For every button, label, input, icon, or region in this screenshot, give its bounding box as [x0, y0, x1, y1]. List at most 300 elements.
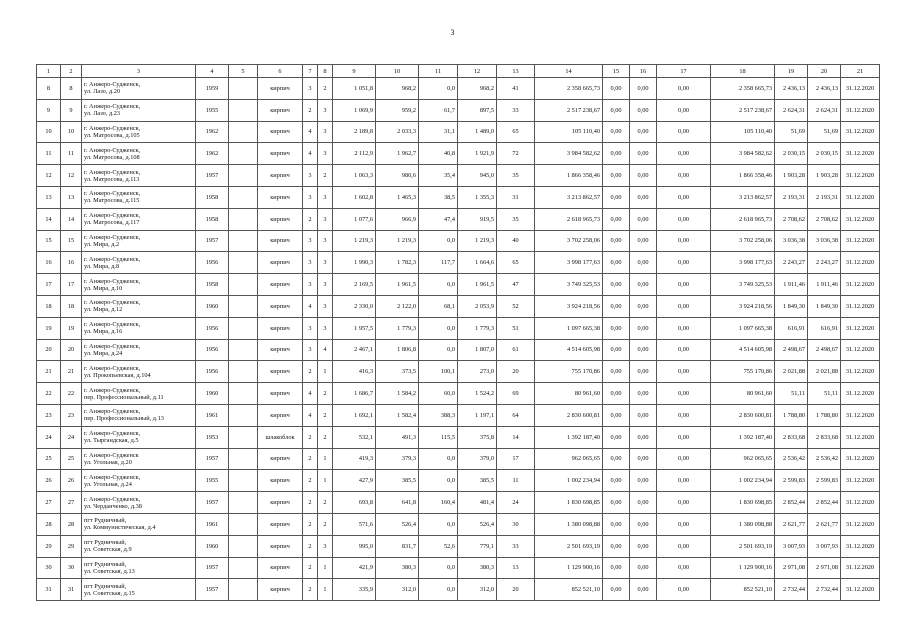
house-number: 27 [61, 492, 82, 514]
total-area: 1 069,9 [333, 99, 376, 121]
cost-15: 0,00 [603, 426, 630, 448]
cost-16: 0,00 [630, 99, 657, 121]
col5-value [229, 513, 258, 535]
column-number-18: 18 [711, 65, 775, 78]
address-line-1: г. Анжеро-Судженск [84, 451, 139, 459]
address-line-1: г. Анжеро-Судженск, [84, 81, 141, 89]
address-line-2: ул. Лазо, д.23 [84, 110, 121, 118]
cost-16: 0,00 [630, 317, 657, 339]
col5-value [229, 361, 258, 383]
column-number-10: 10 [376, 65, 419, 78]
completion-date: 31.12.2020 [841, 143, 880, 165]
living-area: 491,3 [376, 426, 419, 448]
residents: 33 [497, 99, 535, 121]
floors: 3 [303, 165, 318, 187]
cost-per-m2: 1 903,28 [775, 165, 808, 187]
cost-16: 0,00 [630, 448, 657, 470]
entrances: 1 [318, 448, 333, 470]
house-number: 16 [61, 252, 82, 274]
build-year: 1957 [196, 448, 229, 470]
total-cost: 4 514 605,98 [535, 339, 603, 361]
residents: 17 [497, 448, 535, 470]
cost-18: 3 998 177,63 [711, 252, 775, 274]
total-cost: 3 213 862,57 [535, 186, 603, 208]
address [82, 404, 196, 426]
row-number: 26 [37, 470, 61, 492]
living-area: 385,5 [376, 470, 419, 492]
wall-material: кирпич [258, 317, 303, 339]
area-12: 1 219,3 [458, 230, 497, 252]
total-cost: 105 110,40 [535, 121, 603, 143]
max-cost-per-m2: 1 849,30 [808, 295, 841, 317]
wall-material: кирпич [258, 513, 303, 535]
col5-value [229, 208, 258, 230]
cost-18: 1 392 187,40 [711, 426, 775, 448]
total-area: 1 219,3 [333, 230, 376, 252]
address-line-2: ул. Мира, д.10 [84, 284, 123, 292]
cost-15: 0,00 [603, 535, 630, 557]
total-area: 1 990,3 [333, 252, 376, 274]
address [82, 383, 196, 405]
address-line-1: г. Анжеро-Судженск, [84, 430, 141, 438]
cost-15: 0,00 [603, 295, 630, 317]
build-year: 1956 [196, 252, 229, 274]
floors: 3 [303, 78, 318, 100]
wall-material: кирпич [258, 295, 303, 317]
completion-date: 31.12.2020 [841, 404, 880, 426]
floors: 2 [303, 557, 318, 579]
cost-16: 0,00 [630, 470, 657, 492]
area-11: 40,8 [419, 143, 458, 165]
row-number: 22 [37, 383, 61, 405]
address-line-1: г. Анжеро-Судженск, [84, 190, 141, 198]
floors: 3 [303, 317, 318, 339]
row-number: 9 [37, 99, 61, 121]
col5-value [229, 317, 258, 339]
completion-date: 31.12.2020 [841, 448, 880, 470]
house-number: 26 [61, 470, 82, 492]
cost-16: 0,00 [630, 78, 657, 100]
cost-16: 0,00 [630, 383, 657, 405]
entrances: 3 [318, 99, 333, 121]
address-line-1: г. Анжеро-Судженск, [84, 364, 141, 372]
cost-18: 2 358 665,73 [711, 78, 775, 100]
cost-16: 0,00 [630, 230, 657, 252]
living-area: 968,2 [376, 78, 419, 100]
cost-18: 962 065,65 [711, 448, 775, 470]
address-line-2: ул. Мира, д.12 [84, 306, 123, 314]
area-11: 68,1 [419, 295, 458, 317]
area-11: 115,5 [419, 426, 458, 448]
area-11: 52,6 [419, 535, 458, 557]
area-12: 380,3 [458, 557, 497, 579]
address [82, 513, 196, 535]
table-row [37, 404, 880, 426]
residents: 31 [497, 186, 535, 208]
living-area: 373,5 [376, 361, 419, 383]
cost-15: 0,00 [603, 339, 630, 361]
completion-date: 31.12.2020 [841, 339, 880, 361]
cost-17: 0,00 [657, 448, 711, 470]
table-row [37, 143, 880, 165]
living-area: 1 961,5 [376, 274, 419, 296]
entrances: 3 [318, 295, 333, 317]
residents: 65 [497, 121, 535, 143]
build-year: 1957 [196, 557, 229, 579]
total-area: 2 467,1 [333, 339, 376, 361]
address-line-1: пгт Рудничный, [84, 582, 127, 590]
entrances: 3 [318, 535, 333, 557]
cost-17: 0,00 [657, 143, 711, 165]
cost-18: 1 380 098,88 [711, 513, 775, 535]
cost-18: 3 702 258,06 [711, 230, 775, 252]
cost-15: 0,00 [603, 513, 630, 535]
column-number-8: 8 [318, 65, 333, 78]
total-cost: 80 961,60 [535, 383, 603, 405]
cost-per-m2: 2 833,68 [775, 426, 808, 448]
house-number: 20 [61, 339, 82, 361]
build-year: 1957 [196, 165, 229, 187]
total-area: 427,9 [333, 470, 376, 492]
area-11: 61,7 [419, 99, 458, 121]
address-line-2: ул. Матросова, д.117 [84, 219, 140, 227]
address-line-1: г. Анжеро-Судженск, [84, 212, 141, 220]
area-12: 1 664,6 [458, 252, 497, 274]
address-line-1: г. Анжеро-Судженск, [84, 168, 141, 176]
area-12: 273,0 [458, 361, 497, 383]
entrances: 1 [318, 557, 333, 579]
completion-date: 31.12.2020 [841, 295, 880, 317]
cost-18: 4 514 605,98 [711, 339, 775, 361]
address-line-2: ул. Советская, д.13 [84, 567, 135, 575]
table-row [37, 230, 880, 252]
entrances: 3 [318, 317, 333, 339]
address-line-2: ул. Мира, д.16 [84, 328, 123, 336]
completion-date: 31.12.2020 [841, 317, 880, 339]
cost-15: 0,00 [603, 448, 630, 470]
cost-per-m2: 2 536,42 [775, 448, 808, 470]
cost-18: 1 830 698,85 [711, 492, 775, 514]
column-number-13: 13 [497, 65, 535, 78]
total-cost: 1 129 900,16 [535, 557, 603, 579]
cost-per-m2: 1 788,80 [775, 404, 808, 426]
row-number: 18 [37, 295, 61, 317]
column-number-7: 7 [303, 65, 318, 78]
wall-material: кирпич [258, 78, 303, 100]
max-cost-per-m2: 51,11 [808, 383, 841, 405]
floors: 2 [303, 470, 318, 492]
address [82, 557, 196, 579]
living-area: 2 033,3 [376, 121, 419, 143]
cost-17: 0,00 [657, 535, 711, 557]
cost-16: 0,00 [630, 535, 657, 557]
total-cost: 1 380 098,88 [535, 513, 603, 535]
cost-17: 0,00 [657, 208, 711, 230]
cost-16: 0,00 [630, 143, 657, 165]
build-year: 1961 [196, 513, 229, 535]
column-number-4: 4 [196, 65, 229, 78]
house-number: 8 [61, 78, 82, 100]
area-12: 375,8 [458, 426, 497, 448]
column-number-16: 16 [630, 65, 657, 78]
max-cost-per-m2: 2 624,31 [808, 99, 841, 121]
area-11: 0,0 [419, 557, 458, 579]
col5-value [229, 492, 258, 514]
floors: 4 [303, 383, 318, 405]
house-number: 10 [61, 121, 82, 143]
area-12: 2 053,9 [458, 295, 497, 317]
completion-date: 31.12.2020 [841, 513, 880, 535]
area-12: 897,5 [458, 99, 497, 121]
col5-value [229, 186, 258, 208]
area-11: 0,0 [419, 78, 458, 100]
cost-per-m2: 2 732,44 [775, 579, 808, 601]
col5-value [229, 78, 258, 100]
table-row [37, 339, 880, 361]
address-line-1: пгт Рудничный, [84, 539, 127, 547]
area-12: 1 489,0 [458, 121, 497, 143]
address [82, 121, 196, 143]
area-11: 0,0 [419, 230, 458, 252]
cost-15: 0,00 [603, 274, 630, 296]
max-cost-per-m2: 2 621,77 [808, 513, 841, 535]
wall-material: кирпич [258, 121, 303, 143]
col5-value [229, 252, 258, 274]
total-cost: 2 517 238,67 [535, 99, 603, 121]
column-number-2: 2 [61, 65, 82, 78]
build-year: 1962 [196, 121, 229, 143]
cost-15: 0,00 [603, 99, 630, 121]
completion-date: 31.12.2020 [841, 383, 880, 405]
area-11: 117,7 [419, 252, 458, 274]
max-cost-per-m2: 2 732,44 [808, 579, 841, 601]
area-11: 0,0 [419, 513, 458, 535]
cost-17: 0,00 [657, 295, 711, 317]
area-12: 968,2 [458, 78, 497, 100]
cost-16: 0,00 [630, 513, 657, 535]
floors: 2 [303, 492, 318, 514]
floors: 2 [303, 579, 318, 601]
living-area: 966,9 [376, 208, 419, 230]
cost-17: 0,00 [657, 492, 711, 514]
total-cost: 3 924 218,56 [535, 295, 603, 317]
cost-15: 0,00 [603, 557, 630, 579]
cost-16: 0,00 [630, 252, 657, 274]
entrances: 3 [318, 143, 333, 165]
address [82, 448, 196, 470]
completion-date: 31.12.2020 [841, 361, 880, 383]
total-cost: 1 097 665,38 [535, 317, 603, 339]
cost-16: 0,00 [630, 579, 657, 601]
address-line-1: г. Анжеро-Судженск, [84, 408, 141, 416]
area-11: 160,4 [419, 492, 458, 514]
total-cost: 2 830 600,81 [535, 404, 603, 426]
house-number: 14 [61, 208, 82, 230]
entrances: 2 [318, 426, 333, 448]
entrances: 2 [318, 492, 333, 514]
table-row [37, 383, 880, 405]
cost-17: 0,00 [657, 165, 711, 187]
entrances: 4 [318, 339, 333, 361]
address-line-2: пер. Профессиональный, д.13 [84, 415, 164, 423]
total-area: 335,9 [333, 579, 376, 601]
row-number: 31 [37, 579, 61, 601]
column-number-15: 15 [603, 65, 630, 78]
cost-15: 0,00 [603, 121, 630, 143]
cost-18: 105 110,40 [711, 121, 775, 143]
cost-17: 0,00 [657, 317, 711, 339]
living-area: 1 962,7 [376, 143, 419, 165]
address-line-2: ул. Угольная, д.24 [84, 480, 132, 488]
cost-18: 1 866 358,46 [711, 165, 775, 187]
total-cost: 852 521,10 [535, 579, 603, 601]
wall-material: шлакоблок [258, 426, 303, 448]
total-cost: 2 618 965,73 [535, 208, 603, 230]
address [82, 230, 196, 252]
cost-17: 0,00 [657, 339, 711, 361]
build-year: 1957 [196, 492, 229, 514]
cost-18: 2 830 600,81 [711, 404, 775, 426]
total-area: 1 692,1 [333, 404, 376, 426]
cost-18: 3 749 325,53 [711, 274, 775, 296]
address [82, 143, 196, 165]
entrances: 2 [318, 78, 333, 100]
entrances: 1 [318, 579, 333, 601]
table-row [37, 78, 880, 100]
wall-material: кирпич [258, 470, 303, 492]
total-cost: 755 170,86 [535, 361, 603, 383]
max-cost-per-m2: 616,91 [808, 317, 841, 339]
max-cost-per-m2: 2 193,31 [808, 186, 841, 208]
row-number: 14 [37, 208, 61, 230]
cost-17: 0,00 [657, 404, 711, 426]
max-cost-per-m2: 2 852,44 [808, 492, 841, 514]
cost-17: 0,00 [657, 274, 711, 296]
address-line-1: г. Анжеро-Судженск, [84, 386, 141, 394]
address [82, 361, 196, 383]
cost-18: 1 129 900,16 [711, 557, 775, 579]
total-area: 2 169,5 [333, 274, 376, 296]
address-line-1: г. Анжеро-Судженск, [84, 103, 141, 111]
cost-17: 0,00 [657, 252, 711, 274]
area-11: 0,0 [419, 470, 458, 492]
entrances: 2 [318, 383, 333, 405]
column-number-14: 14 [535, 65, 603, 78]
cost-18: 2 501 693,19 [711, 535, 775, 557]
floors: 2 [303, 361, 318, 383]
cost-18: 1 002 234,94 [711, 470, 775, 492]
area-11: 0,0 [419, 579, 458, 601]
cost-per-m2: 2 021,88 [775, 361, 808, 383]
house-number: 15 [61, 230, 82, 252]
address [82, 208, 196, 230]
cost-17: 0,00 [657, 361, 711, 383]
area-12: 1 779,3 [458, 317, 497, 339]
living-area: 641,8 [376, 492, 419, 514]
area-12: 526,4 [458, 513, 497, 535]
max-cost-per-m2: 2 243,27 [808, 252, 841, 274]
floors: 4 [303, 121, 318, 143]
cost-per-m2: 2 436,13 [775, 78, 808, 100]
residents: 61 [497, 339, 535, 361]
total-cost: 1 392 187,40 [535, 426, 603, 448]
total-cost: 1 002 234,94 [535, 470, 603, 492]
address-line-1: пгт Рудничный, [84, 560, 127, 568]
address-line-2: пер. Профессиональный, д.11 [84, 393, 164, 401]
completion-date: 31.12.2020 [841, 557, 880, 579]
wall-material: кирпич [258, 557, 303, 579]
address [82, 295, 196, 317]
col5-value [229, 383, 258, 405]
entrances: 3 [318, 121, 333, 143]
total-cost: 1 830 698,85 [535, 492, 603, 514]
wall-material: кирпич [258, 208, 303, 230]
cost-per-m2: 2 971,08 [775, 557, 808, 579]
address [82, 274, 196, 296]
address-line-2: ул. Угольная, д.20 [84, 458, 132, 466]
address-line-2: ул. Мира, д.24 [84, 349, 123, 357]
residents: 11 [497, 470, 535, 492]
cost-per-m2: 2 498,67 [775, 339, 808, 361]
completion-date: 31.12.2020 [841, 121, 880, 143]
row-number: 20 [37, 339, 61, 361]
area-12: 945,0 [458, 165, 497, 187]
area-12: 481,4 [458, 492, 497, 514]
residents: 41 [497, 78, 535, 100]
build-year: 1957 [196, 579, 229, 601]
total-area: 995,0 [333, 535, 376, 557]
max-cost-per-m2: 1 788,80 [808, 404, 841, 426]
living-area: 379,3 [376, 448, 419, 470]
residents: 20 [497, 579, 535, 601]
wall-material: кирпич [258, 274, 303, 296]
row-number: 28 [37, 513, 61, 535]
address-line-2: ул. Лазо, д.20 [84, 88, 121, 96]
col5-value [229, 230, 258, 252]
max-cost-per-m2: 2 708,62 [808, 208, 841, 230]
col5-value [229, 470, 258, 492]
build-year: 1956 [196, 361, 229, 383]
house-number: 28 [61, 513, 82, 535]
cost-17: 0,00 [657, 557, 711, 579]
house-number: 9 [61, 99, 82, 121]
total-area: 1 077,6 [333, 208, 376, 230]
max-cost-per-m2: 2 436,13 [808, 78, 841, 100]
total-area: 419,3 [333, 448, 376, 470]
completion-date: 31.12.2020 [841, 470, 880, 492]
residents: 33 [497, 535, 535, 557]
col5-value [229, 426, 258, 448]
build-year: 1956 [196, 339, 229, 361]
house-number: 25 [61, 448, 82, 470]
address [82, 252, 196, 274]
build-year: 1962 [196, 143, 229, 165]
cost-17: 0,00 [657, 383, 711, 405]
cost-16: 0,00 [630, 208, 657, 230]
living-area: 1 782,3 [376, 252, 419, 274]
completion-date: 31.12.2020 [841, 230, 880, 252]
max-cost-per-m2: 1 903,28 [808, 165, 841, 187]
living-area: 312,0 [376, 579, 419, 601]
living-area: 831,7 [376, 535, 419, 557]
cost-16: 0,00 [630, 339, 657, 361]
row-number: 25 [37, 448, 61, 470]
cost-16: 0,00 [630, 404, 657, 426]
address-line-1: г. Анжеро-Судженск, [84, 321, 141, 329]
cost-15: 0,00 [603, 383, 630, 405]
table-row [37, 470, 880, 492]
cost-18: 1 097 665,38 [711, 317, 775, 339]
